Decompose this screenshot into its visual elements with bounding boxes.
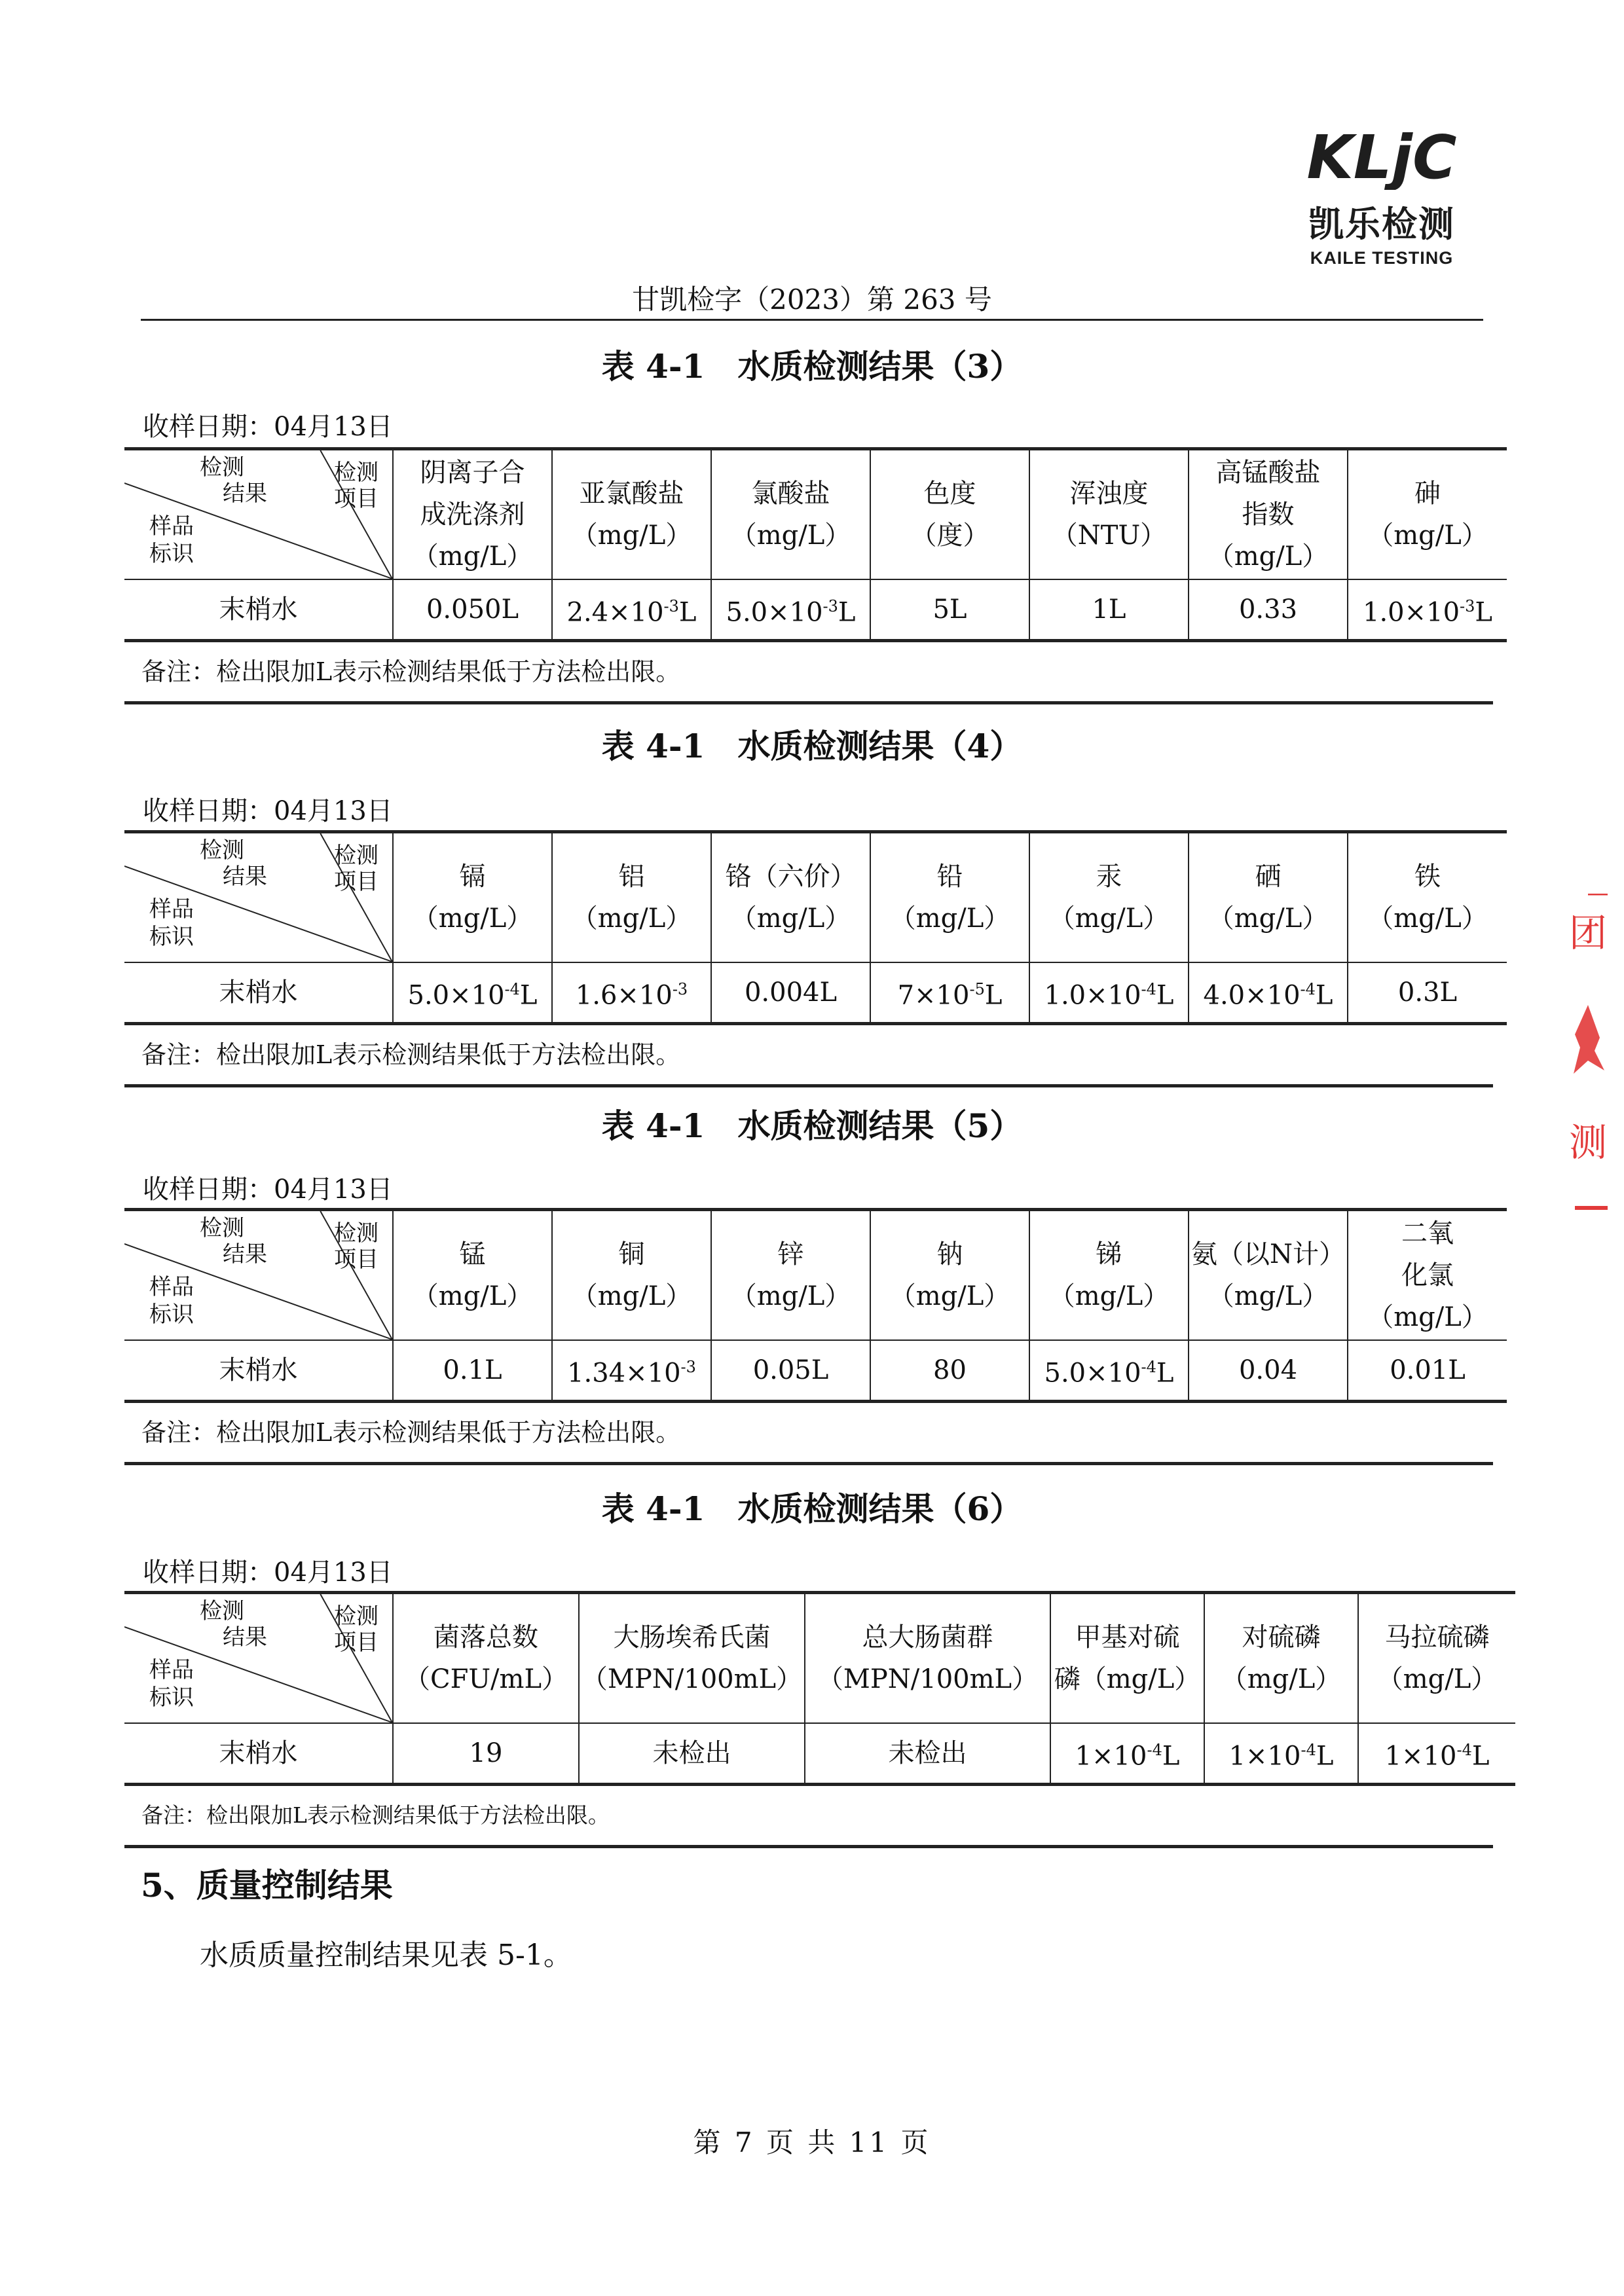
header-corner-label: 项目 [334,1247,378,1273]
seal-stamp-shape [1568,894,1608,1221]
result-value: 0.050L [393,579,552,641]
column-header-line: 砷 [1414,479,1441,509]
sample-date: 收样日期：04月13日 [143,1175,393,1205]
column-header-line: 浑浊度 [1069,479,1149,509]
column-header [870,1210,1029,1341]
sample-label: 末梢水 [124,1340,393,1402]
header-corner-label: 检测 [200,1598,244,1624]
column-header [711,1210,870,1341]
result-value: 0.3L [1348,962,1507,1024]
header-corner-label: 检测 [334,460,378,486]
column-header-line: （mg/L） [571,520,692,551]
column-header [1189,449,1348,580]
column-header-line: （MPN/100mL） [817,1664,1039,1694]
column-header [552,1210,711,1341]
results-table [124,830,1493,1087]
data-table [124,1591,1515,1786]
sample-label: 末梢水 [124,579,393,641]
column-header-line: 马拉硫磷 [1384,1622,1490,1652]
column-header [552,449,711,580]
result-value: $1.0\times 10^{-4}L$ [1029,962,1189,1024]
column-header-line: （mg/L） [1208,1281,1329,1311]
table-note: 备注：检出限加L表示检测结果低于方法检出限。 [124,1403,1493,1465]
column-header-line: 亚氯酸盐 [579,479,684,509]
column-header-line: （度） [910,520,989,551]
column-header-line: 汞 [1096,862,1122,892]
column-header [1348,832,1507,963]
column-header-line: （mg/L） [412,1281,533,1311]
result-value: 0.33 [1189,579,1348,641]
svg-text:测: 测 [1568,1120,1608,1165]
result-value: 0.05L [711,1340,870,1402]
results-table [124,1591,1498,1848]
column-header-line: 铜 [618,1239,645,1269]
svg-text:团: 团 [1568,911,1608,955]
result-value: $2.4\times 10^{-3}L$ [552,579,711,641]
column-header-line: 铬（六价） [725,862,857,892]
column-header-line: 二氧 [1401,1218,1454,1248]
column-header-line: （mg/L） [1376,1664,1498,1694]
column-header-line: 硒 [1255,862,1282,892]
column-header-line: 化氯 [1401,1260,1454,1290]
result-value: 5L [870,579,1029,641]
header-divider [141,319,1483,321]
column-header-line: （mg/L） [412,541,533,572]
column-header-line: （mg/L） [889,1281,1010,1311]
column-header-line: 钠 [936,1239,963,1269]
column-header-line: （CFU/mL） [403,1664,568,1694]
company-logo [1283,124,1480,275]
column-header-line: 铁 [1414,862,1441,892]
column-header [552,832,711,963]
column-header-line: （NTU） [1051,520,1167,551]
results-table [124,447,1493,704]
column-header-line: 总大肠菌群 [862,1622,993,1652]
column-header [393,449,552,580]
result-value: 0.01L [1348,1340,1507,1402]
header-corner-label: 检测 [334,1220,378,1247]
column-header-line: 大肠埃希氏菌 [613,1622,771,1652]
result-value: $1\times 10^{-4}L$ [1358,1723,1515,1785]
column-header-line: （mg/L） [730,1281,851,1311]
column-header-line: （mg/L） [1367,1302,1488,1332]
column-header [393,832,552,963]
header-corner-label: 结果 [223,481,267,507]
result-value: $1\times 10^{-4}L$ [1050,1723,1204,1785]
header-corner-label: 标识 [149,541,194,567]
column-header-line: （MPN/100mL） [581,1664,803,1694]
result-value: $1.6\times 10^{-3}$ [552,962,711,1024]
column-header [1029,449,1189,580]
diagonal-header-cell [124,1593,393,1724]
result-value: 1L [1029,579,1189,641]
column-header-line: （mg/L） [1048,1281,1170,1311]
diagonal-header-cell [124,1210,393,1341]
sample-date: 收样日期：04月13日 [143,796,393,826]
table-note: 备注：检出限加L表示检测结果低于方法检出限。 [124,1786,1493,1848]
header-corner-label: 检测 [334,843,378,869]
column-header [870,449,1029,580]
column-header-line: 锑 [1096,1239,1122,1269]
header-corner-label: 结果 [223,1241,267,1267]
column-header-line: （mg/L） [1048,903,1170,934]
column-header-line: （mg/L） [1367,903,1488,934]
column-header-line: （mg/L） [730,520,851,551]
column-header-line: 高锰酸盐 [1215,458,1321,488]
result-value: 0.004L [711,962,870,1024]
logo-chinese-name: 凯乐检测 [1308,204,1455,245]
header-corner-label: 标识 [149,1685,194,1711]
header-corner-label: 检测 [200,837,244,864]
table-row [124,1723,1515,1785]
column-header [1358,1593,1515,1724]
table-row [124,962,1507,1024]
document-number: 甘凯检字（2023）第 263 号 [632,283,992,316]
column-header [393,1210,552,1341]
column-header [805,1593,1050,1724]
result-value: 0.1L [393,1340,552,1402]
column-header [1050,1593,1204,1724]
table-title: 表 4-1 水质检测结果（5） [601,1106,1023,1145]
column-header-line: 氨（以N计） [1191,1239,1345,1269]
result-value: $1.34\times 10^{-3}$ [552,1340,711,1402]
column-header [579,1593,805,1724]
column-header [1029,832,1189,963]
column-header-line: 指数 [1242,500,1295,530]
header-corner-label: 标识 [149,924,194,950]
header-corner-label: 样品 [149,1657,194,1683]
column-header-line: 镉 [459,862,486,892]
header-corner-label: 样品 [149,896,194,922]
result-value: $5.0\times 10^{-3}L$ [711,579,870,641]
result-value: $1\times 10^{-4}L$ [1204,1723,1358,1785]
result-value: 未检出 [805,1723,1050,1785]
header-corner-label: 检测 [200,1215,244,1241]
header-corner-label: 项目 [334,1630,378,1656]
sample-label: 末梢水 [124,962,393,1024]
column-header-line: （mg/L） [571,903,692,934]
header-corner-label: 项目 [334,486,378,512]
column-header-line: 氯酸盐 [751,479,830,509]
column-header [1348,1210,1507,1341]
data-table [124,830,1507,1025]
column-header-line: 阴离子合 [420,458,525,488]
section-heading: 5、质量控制结果 [141,1866,393,1904]
column-header [711,449,870,580]
result-value: 80 [870,1340,1029,1402]
column-header-line: （mg/L） [730,903,851,934]
column-header [393,1593,579,1724]
column-header-line: （mg/L） [1221,1664,1342,1694]
column-header-line: 色度 [923,479,976,509]
page-number: 第 7 页 共 11 页 [693,2126,931,2159]
column-header-line: 菌落总数 [434,1622,538,1652]
header-corner-label: 样品 [149,1274,194,1300]
result-value: $5.0\times 10^{-4}L$ [393,962,552,1024]
table-title: 表 4-1 水质检测结果（6） [601,1489,1023,1528]
column-header-line: 成洗涤剂 [420,500,525,530]
column-header [711,832,870,963]
header-corner-label: 检测 [200,454,244,481]
result-value: 19 [393,1723,579,1785]
header-corner-label: 结果 [223,1624,267,1650]
header-corner-label: 项目 [334,869,378,895]
column-header-line: 锰 [459,1239,486,1269]
column-header-line: 铅 [936,862,963,892]
sample-label: 末梢水 [124,1723,393,1785]
column-header [1029,1210,1189,1341]
data-table [124,447,1507,642]
column-header-line: （mg/L） [412,903,533,934]
klj-logo-mark [1297,124,1467,190]
result-value: $4.0\times 10^{-4}L$ [1189,962,1348,1024]
header-corner-label: 结果 [223,864,267,890]
column-header-line: （mg/L） [1208,903,1329,934]
table-note: 备注：检出限加L表示检测结果低于方法检出限。 [124,1025,1493,1087]
column-header [1189,1210,1348,1341]
table-title: 表 4-1 水质检测结果（4） [601,727,1023,765]
table-note: 备注：检出限加L表示检测结果低于方法检出限。 [124,642,1493,704]
column-header-line: 磷（mg/L） [1054,1664,1201,1694]
result-value: $7\times 10^{-5}L$ [870,962,1029,1024]
column-header-line: （mg/L） [1208,541,1329,572]
header-corner-label: 样品 [149,513,194,539]
sample-date: 收样日期：04月13日 [143,1558,393,1588]
column-header [1348,449,1507,580]
section-paragraph: 水质质量控制结果见表 5-1。 [200,1939,572,1972]
diagonal-header-cell [124,449,393,580]
column-header-line: 铝 [618,862,645,892]
table-row [124,1340,1507,1402]
data-table [124,1208,1507,1403]
svg-text:KLjC: KLjC [1306,124,1457,190]
result-value: 未检出 [579,1723,805,1785]
logo-english-name: KAILE TESTING [1310,248,1454,268]
table-title: 表 4-1 水质检测结果（3） [601,347,1023,386]
header-corner-label: 检测 [334,1603,378,1630]
result-value: $5.0\times 10^{-4}L$ [1029,1340,1189,1402]
result-value: $1.0\times 10^{-3}L$ [1348,579,1507,641]
column-header-line: （mg/L） [1367,520,1488,551]
diagonal-header-cell [124,832,393,963]
column-header [1204,1593,1358,1724]
header-corner-label: 标识 [149,1302,194,1328]
seal-stamp-fragment [1568,894,1608,1221]
column-header-line: 甲基对硫 [1075,1622,1180,1652]
table-row [124,579,1507,641]
column-header-line: （mg/L） [889,903,1010,934]
result-value: 0.04 [1189,1340,1348,1402]
column-header-line: （mg/L） [571,1281,692,1311]
column-header-line: 对硫磷 [1242,1622,1321,1652]
column-header [870,832,1029,963]
results-table [124,1208,1493,1465]
column-header [1189,832,1348,963]
column-header-line: 锌 [777,1239,804,1269]
sample-date: 收样日期：04月13日 [143,412,393,442]
